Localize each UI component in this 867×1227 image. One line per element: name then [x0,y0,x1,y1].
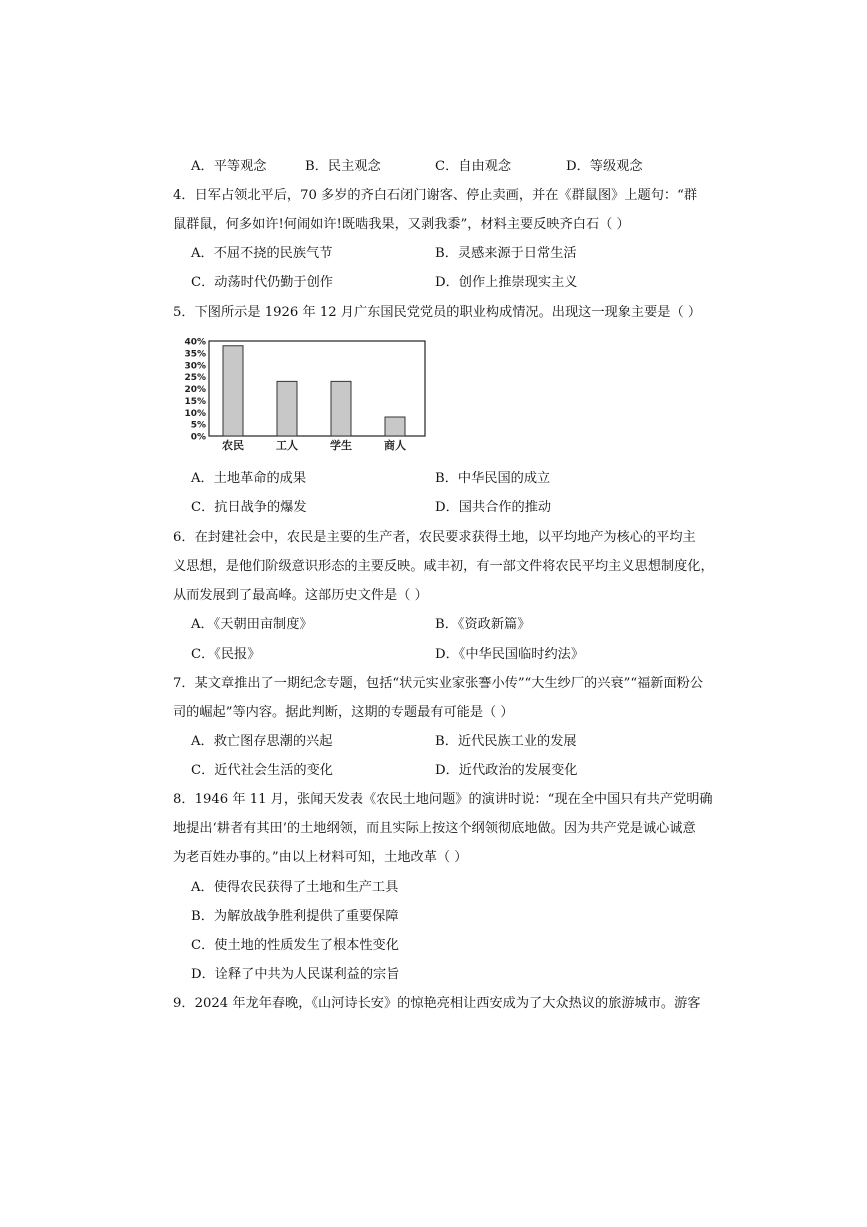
q8-option-d: D．诠释了中共为人民谋利益的宗旨 [191,967,400,982]
q4-option-d: D．创作上推崇现实主义 [435,275,578,290]
q5-option-c: C．抗日战争的爆发 [191,500,307,515]
q5-option-d: D．国共合作的推动 [435,500,552,515]
x-tick-label: 工人 [276,439,298,452]
q8-option-c: C．使土地的性质发生了根本性变化 [191,938,399,953]
y-tick-label: 30% [184,361,206,372]
y-tick-label: 15% [184,396,206,407]
member-occupation-bar-chart [175,337,431,457]
bar [277,381,297,436]
y-tick-label: 20% [184,385,206,395]
q8-stem-line-2: 地提出‘耕者有其田’的土地纲领，而且实际上按这个纲领彻底地做。因为共产党是诚心诚意 [173,821,696,836]
q7-option-d: D．近代政治的发展变化 [435,763,578,778]
bar [223,346,243,436]
q8-option-a: A．使得农民获得了土地和生产工具 [191,880,399,895]
q4-option-c: C．动荡时代仍勤于创作 [191,275,333,290]
x-tick-label: 农民 [222,439,244,452]
x-tick-label: 学生 [330,439,352,452]
q9-stem-line-1: 9．2024 年龙年春晚，《山河诗长安》的惊艳亮相让西安成为了大众热议的旅游城市。游客 [173,996,701,1011]
q3-option-a: A．平等观念 [191,159,267,174]
q6-option-c: C．《民报》 [191,647,261,662]
y-tick-label: 35% [184,349,206,360]
q4-option-a: A．不屈不挠的民族气节 [191,246,333,261]
q3-option-b: B．民主观念 [305,159,381,174]
q6-stem-line-2: 义思想，是他们阶级意识形态的主要反映。咸丰初，有一部文件将农民平均主义思想制度化， [173,559,714,574]
q6-stem-line-1: 6．在封建社会中，农民是主要的生产者，农民要求获得土地，以平均地产为核心的平均主 [173,530,696,545]
q4-stem-line-2: 鼠群鼠，何多如许!何闹如许!既啮我果，又剥我黍”，材料主要反映齐白石（ ） [173,217,630,232]
q7-stem-line-1: 7．某文章推出了一期纪念专题，包括“状元实业家张謇小传”“大生纱厂的兴衰”“福新面粉公 [173,676,704,691]
q6-option-d: D．《中华民国临时约法》 [435,647,585,662]
q8-stem-line-3: 为老百姓办事的。”由以上材料可知，土地改革（ ） [173,850,468,865]
q8-stem-line-1: 8．1946 年 11 月，张闻天发表《农民土地问题》的演讲时说：“现在全中国只有共产党明确 [173,792,713,807]
y-tick-label: 0% [190,432,206,443]
q3-option-c: C．自由观念 [435,159,512,174]
y-tick-label: 10% [184,408,206,419]
y-tick-label: 5% [190,420,206,431]
q6-option-b: B．《资政新篇》 [435,617,531,632]
q5-option-a: A．土地革命的成果 [191,471,307,486]
q7-option-a: A．救亡图存思潮的兴起 [191,734,333,749]
bar [331,381,351,436]
q8-option-b: B．为解放战争胜利提供了重要保障 [191,909,399,924]
bar [385,417,405,436]
q7-stem-line-2: 司的崛起”等内容。据此判断，这期的专题最有可能是（ ） [173,705,514,720]
q4-stem-line-1: 4．日军占领北平后，70 多岁的齐白石闭门谢客、停止卖画，并在《群鼠图》上题句：“群 [173,188,698,203]
q7-option-b: B．近代民族工业的发展 [435,734,577,749]
q6-option-a: A．《天朝田亩制度》 [191,617,313,632]
q5-option-b: B．中华民国的成立 [435,471,551,486]
q6-stem-line-3: 从而发展到了最高峰。这部历史文件是（ ） [173,588,428,603]
y-tick-label: 25% [184,373,206,384]
q5-stem: 5．下图所示是 1926 年 12 月广东国民党党员的职业构成情况。出现这一现象主要是（ ） [173,305,702,320]
x-tick-label: 商人 [384,439,406,452]
y-tick-label: 40% [184,337,206,348]
q4-option-b: B．灵感来源于日常生活 [435,246,577,261]
q7-option-c: C．近代社会生活的变化 [191,763,333,778]
q3-option-d: D．等级观念 [566,159,643,174]
